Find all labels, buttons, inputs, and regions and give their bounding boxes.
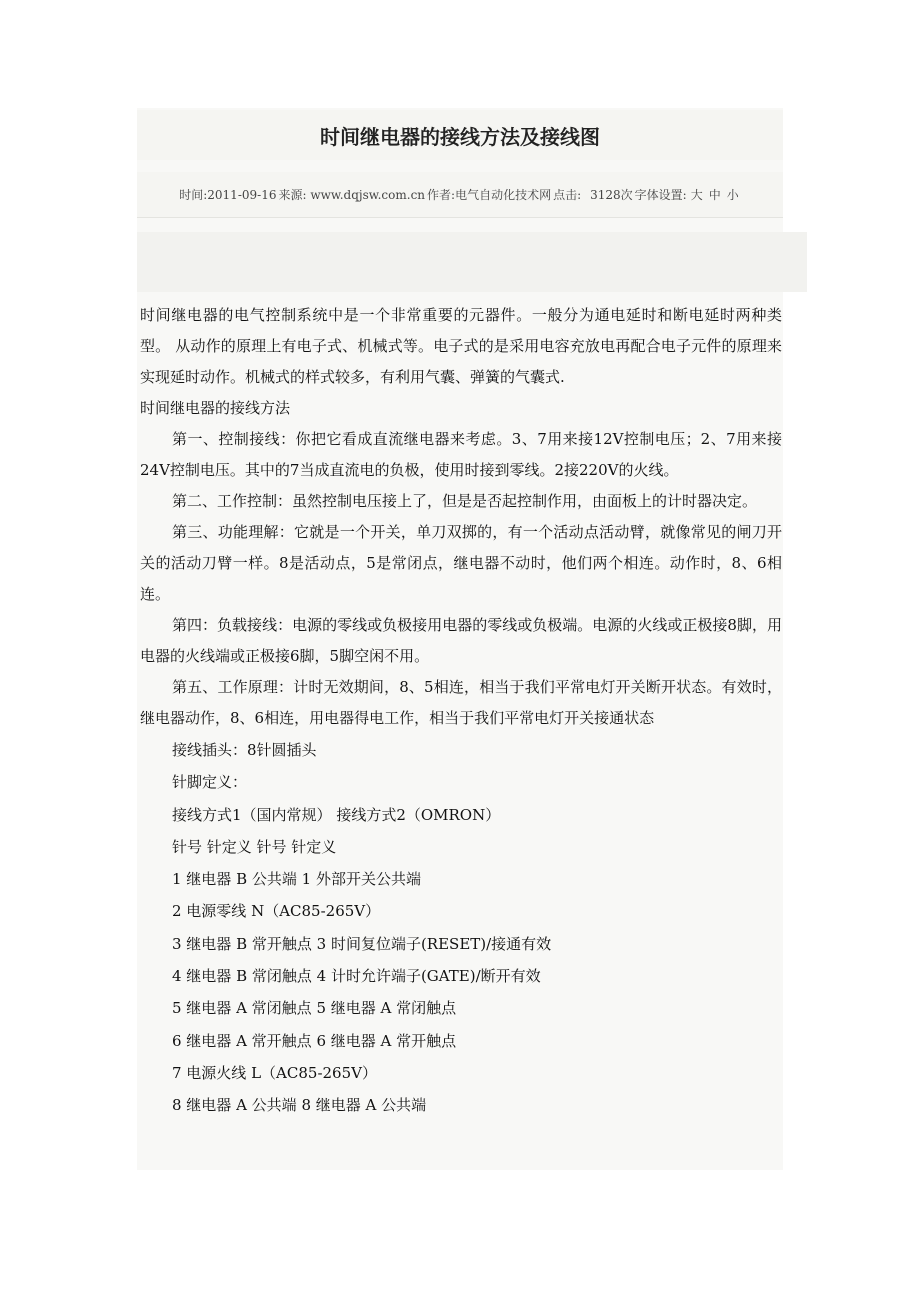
paragraph-function: 第三、功能理解：它就是一个开关，单刀双掷的，有一个活动点活动臂，就像常见的闸刀开关的活动刀臂一样。8是活动点，5是常闭点，继电器不动时，他们两个相连。动作时，8、6相连。 bbox=[140, 523, 782, 603]
list-item: 针脚定义： bbox=[172, 773, 248, 792]
article-title: 时间继电器的接线方法及接线图 bbox=[320, 124, 600, 149]
meta-time: 时间:2011-09-16 bbox=[179, 188, 277, 202]
meta-clicks-label: 点击: bbox=[553, 188, 582, 202]
meta-source: 来源: www.dqjsw.com.cn bbox=[278, 188, 426, 202]
meta-author: 作者:电气自动化技术网 bbox=[427, 188, 552, 202]
title-bar bbox=[137, 110, 783, 160]
list-item: 3 继电器 B 常开触点 3 时间复位端子(RESET)/接通有效 bbox=[172, 934, 552, 953]
section-heading: 时间继电器的接线方法 bbox=[140, 399, 291, 417]
list-item: 7 电源火线 L（AC85-265V） bbox=[172, 1063, 377, 1082]
list-item: 6 继电器 A 常开触点 6 继电器 A 常开触点 bbox=[172, 1031, 457, 1050]
ad-placeholder bbox=[137, 232, 807, 292]
list-item: 2 电源零线 N（AC85-265V） bbox=[172, 902, 381, 921]
list-item: 接线插头：8针圆插头 bbox=[172, 741, 317, 759]
font-size-medium-link[interactable]: 中 bbox=[708, 188, 721, 202]
list-item: 5 继电器 A 常闭触点 5 继电器 A 常闭触点 bbox=[172, 999, 457, 1018]
intro-paragraph: 时间继电器的电气控制系统中是一个非常重要的元器件。一般分为通电延时和断电延时两种类型。 从动作的原理上有电子式、机械式等。电子式的是采用电容充放电再配合电子元件的原理来实现延时动作。机械式的样式较多，有利用气囊、弹簧的气囊式. bbox=[140, 306, 782, 386]
paragraph-principle: 第五、工作原理：计时无效期间，8、5相连，相当于我们平常电灯开关断开状态。有效时，继电器动作，8、6相连，用电器得电工作，相当于我们平常电灯开关接通状态 bbox=[140, 678, 782, 727]
meta-clicks-value: 3128次 bbox=[590, 188, 633, 202]
font-size-large-link[interactable]: 大 bbox=[690, 188, 703, 202]
list-item: 针号 针定义 针号 针定义 bbox=[172, 837, 337, 856]
meta-font-setting-label: 字体设置: bbox=[634, 188, 687, 202]
list-item: 8 继电器 A 公共端 8 继电器 A 公共端 bbox=[172, 1096, 427, 1115]
font-size-small-link[interactable]: 小 bbox=[726, 188, 739, 202]
list-item: 1 继电器 B 公共端 1 外部开关公共端 bbox=[172, 870, 421, 889]
paragraph-work-control: 第二、工作控制：虽然控制电压接上了，但是是否起控制作用，由面板上的计时器决定。 bbox=[172, 492, 758, 510]
article-body bbox=[140, 300, 782, 1122]
list-item: 接线方式1（国内常规） 接线方式2（OMRON） bbox=[172, 805, 501, 824]
pin-definition-list bbox=[140, 734, 782, 1122]
paragraph-load-wiring: 第四：负载接线：电源的零线或负极接用电器的零线或负极端。电源的火线或正极接8脚，用电器的火线端或正极接6脚，5脚空闲不用。 bbox=[140, 616, 782, 665]
paragraph-control-wiring: 第一、控制接线：你把它看成直流继电器来考虑。3、7用来接12V控制电压；2、7用来接24V控制电压。其中的7当成直流电的负极，使用时接到零线。2接220V的火线。 bbox=[140, 430, 782, 479]
list-item: 4 继电器 B 常闭触点 4 计时允许端子(GATE)/断开有效 bbox=[172, 967, 541, 986]
article-meta bbox=[137, 172, 783, 218]
